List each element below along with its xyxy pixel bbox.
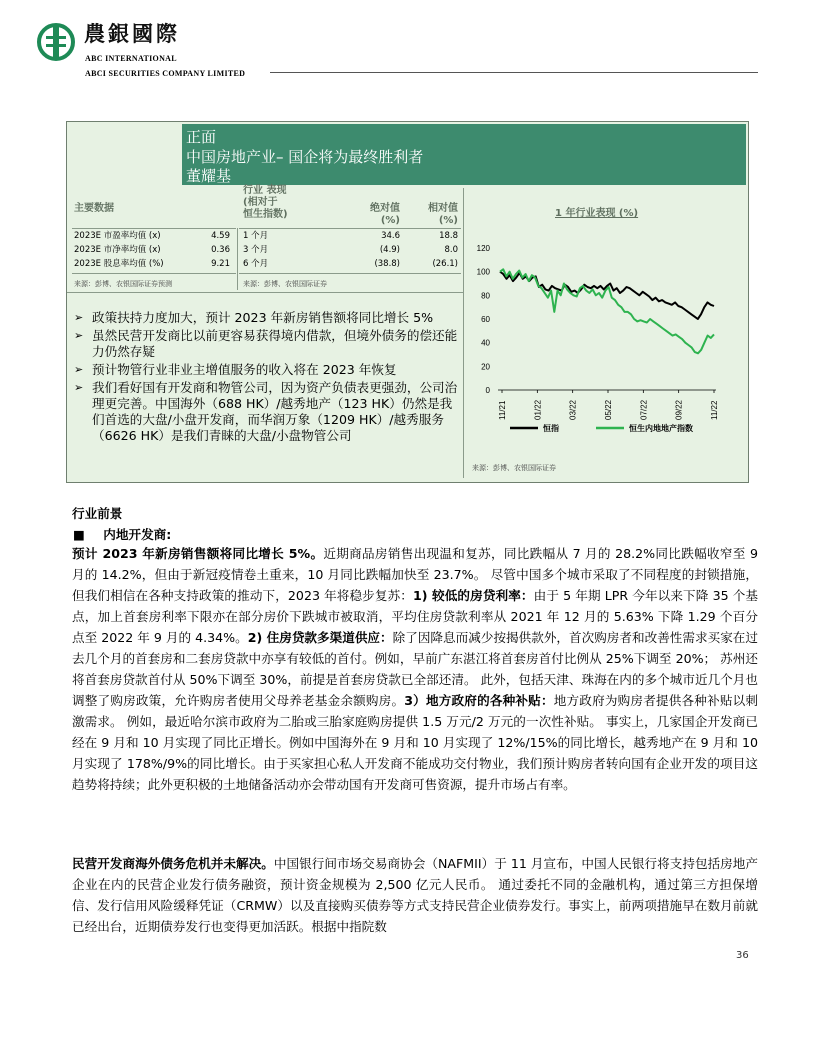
- para-emphasis: 3）地方政府的各种补贴：: [404, 693, 554, 708]
- y-tick-label: 60: [481, 315, 490, 324]
- y-tick-label: 20: [481, 362, 490, 372]
- industry-performance-chart: [468, 240, 744, 480]
- brand-name-en: ABC INTERNATIONAL: [85, 54, 177, 63]
- para-emphasis: 2) 住房贷款多渠道供应：: [247, 630, 393, 645]
- key-data-value: 0.36: [211, 245, 230, 255]
- section-title: 行业前景: [72, 506, 123, 521]
- summary-title-bar: [182, 124, 746, 185]
- chart-title: 1 年行业表现 (%): [555, 208, 639, 219]
- key-data-source: 来源：彭博、农银国际证券预测: [74, 280, 172, 288]
- report-title: 中国房地产业– 国企将为最终胜利者: [186, 148, 424, 166]
- chart-source: 来源：彭博、农银国际证券: [472, 465, 556, 472]
- para-text: 由于 5 年期 LPR 今年以来下降 35 个基点，加上首套房利率下限亦在部分房价下跌城市被取消，平均住房贷款利率从 2021 年 12 月的 5.63% 下降 1.29 个百分点至 2022 年 9 月的 4.34%。: [72, 588, 758, 645]
- perf-abs-unit: (%): [380, 215, 400, 226]
- x-tick-label: 03/22: [568, 399, 578, 420]
- rating-label: 正面: [186, 128, 217, 146]
- highlight-item: ➢ 虽然民营开发商比以前更容易获得境内借款，但境外债务的偿还能力仍然存疑: [72, 328, 464, 360]
- key-data-header: 主要数据: [74, 203, 114, 214]
- legend-label: 恒指: [543, 424, 559, 433]
- perf-rel: (26.1): [432, 259, 458, 269]
- para-text: 地方政府为购房者提供各种补贴以刺激需求。 例如，最近哈尔滨市政府为二胎或三胎家庭购房提供 1.5 万元/2 万元的一次性补贴。 事实上，几家国企开发商已经在 9 月和 10 月实现了同比正增长。例如中国海外在 9 月和 10 月实现了 12%/15%的同比增长，越秀地产在 9 月和 10 月实现了 178%/9%的同比增长。由于买家担心私人开发商不能成功交付物业，我们预计购房者转向国有企业开发的项目这趋势将持续；此外更积极的土地储备活动亦会带动国有开发商可售资源，提升市场占有率。: [72, 693, 759, 792]
- key-data-rule: [72, 228, 236, 229]
- highlight-item: ➢ 政策扶持力度加大，预计 2023 年新房销售额将同比增长 5%: [72, 310, 464, 326]
- highlight-item: ➢ 预计物管行业非业主增值服务的收入将在 2023 年恢复: [72, 362, 464, 378]
- header-rule: [270, 72, 758, 73]
- perf-abs: (38.8): [374, 259, 400, 269]
- key-data-label: 2023E 市盈率均值 (x): [74, 231, 161, 241]
- perf-rel: 18.8: [439, 231, 458, 241]
- highlights-list: [72, 310, 464, 446]
- x-tick-label: 01/22: [533, 399, 543, 420]
- perf-rule: [239, 228, 461, 229]
- perf-rel-unit: (%): [438, 215, 458, 226]
- series-line-hsi: [500, 272, 714, 319]
- perf-rule: [239, 273, 461, 274]
- key-data-value: 9.21: [211, 259, 230, 269]
- section-rule: [67, 292, 463, 293]
- y-tick-label: 0: [485, 386, 490, 395]
- para-text: 除了因降息而减少按揭供款外，首次购房者和改善性需求买家在过去几个月的首套房和二套房贷款中亦享有较低的首付。例如，早前广东湛江将首套房首付比例从 25%下调至 20%； 苏州还将首套房贷款首付从 50%下调至 30%，前提是首套房贷款已全部还清。 此外，包括天津、珠海在内的多个城市近几个月也调整了购房政策，允许购房者使用父母养老基金余额购房。: [72, 630, 758, 708]
- y-tick-label: 100: [476, 267, 490, 277]
- perf-period: 3 个月: [243, 245, 269, 255]
- brand-company-name: ABCI SECURITIES COMPANY LIMITED: [85, 69, 246, 78]
- perf-header: 行业 表现: [243, 185, 287, 196]
- abc-logo-icon: [36, 22, 76, 62]
- perf-source: 来源：彭博、农银国际证券: [243, 280, 327, 288]
- para-emphasis: 1) 较低的房贷利率：: [413, 588, 534, 603]
- x-tick-label: 05/22: [604, 399, 613, 420]
- x-tick-label: 09/22: [674, 399, 684, 420]
- key-data-label: 2023E 股息率均值 (%): [74, 259, 164, 269]
- x-tick-label: 11/21: [498, 400, 507, 420]
- table-separator: [237, 228, 238, 290]
- highlight-item: ➢ 我们看好国有开发商和物管公司，因为资产负债表更强劲，公司治理更完善。中国海外（688 HK）/越秀地产（123 HK）仍然是我们首选的大盘/小盘开发商，而华润万象（1209 HK）/越秀服务（6626 HK）是我们青睐的大盘/小盘物管公司: [72, 380, 464, 444]
- perf-header: 恒生指数): [243, 209, 288, 220]
- para-text: 中国银行间市场交易商协会（NAFMII）于 11 月宣布，中国人民银行将支持包括房地产企业在内的民营企业发行债务融资，预计资金规模为 2,500 亿元人民币。 通过委托不同的金融机构，通过第三方担保增信、发行信用风险缓释凭证（CRMW）以及直接购买债券等方式支持民营企业债券发行。事实上，前两项措施早在数月前就已经出台，近期债券发行也变得更加活跃。根据中指院数: [72, 856, 759, 934]
- x-tick-label: 07/22: [639, 399, 649, 420]
- para-text: 近期商品房销售出现温和复苏，同比跌幅从 7 月的 28.2%同比跌幅收窄至 9 月的 14.2%，但由于新冠疫情卷土重来，10 月同比跌幅加快至 23.7%。 尽管中国多个城市采取了不同程度的封锁措施，但我们相信在各种支持政策的推动下，2023 年将稳步复苏：: [72, 546, 758, 603]
- sub-section-title: [73, 524, 171, 543]
- analyst-name: 董耀基: [186, 167, 232, 185]
- y-tick-label: 80: [481, 291, 490, 301]
- y-tick-label: 120: [476, 244, 490, 253]
- y-tick-label: 40: [481, 338, 490, 348]
- perf-rel: 8.0: [444, 245, 458, 255]
- perf-period: 1 个月: [243, 231, 269, 241]
- square-bullet-icon: ■: [73, 527, 85, 542]
- perf-abs-header: 绝对值: [370, 203, 400, 214]
- x-tick-label: 11/22: [710, 400, 719, 420]
- paragraph-developers: [72, 543, 758, 795]
- sub-section-label: 内地开发商:: [103, 527, 172, 542]
- legend-label: 恒生内地地产指数: [629, 424, 693, 433]
- para-emphasis: 预计 2023 年新房销售额将同比增长 5%。: [72, 546, 324, 561]
- para-emphasis: 民营开发商海外债务危机并未解决。: [72, 856, 274, 871]
- perf-period: 6 个月: [243, 259, 269, 269]
- series-line-hs-mainland-property: [500, 269, 714, 353]
- perf-header: (相对于: [243, 197, 278, 208]
- perf-abs: 34.6: [381, 231, 400, 241]
- paragraph-offshore-debt: [72, 853, 758, 937]
- key-data-label: 2023E 市净率均值 (x): [74, 245, 161, 255]
- page-number: 36: [736, 950, 749, 961]
- key-data-value: 4.59: [211, 231, 230, 241]
- perf-abs: (4.9): [379, 245, 400, 255]
- key-data-rule: [72, 273, 236, 274]
- perf-rel-header: 相对值: [428, 203, 458, 214]
- brand-name-cn: 農銀國際: [84, 22, 180, 46]
